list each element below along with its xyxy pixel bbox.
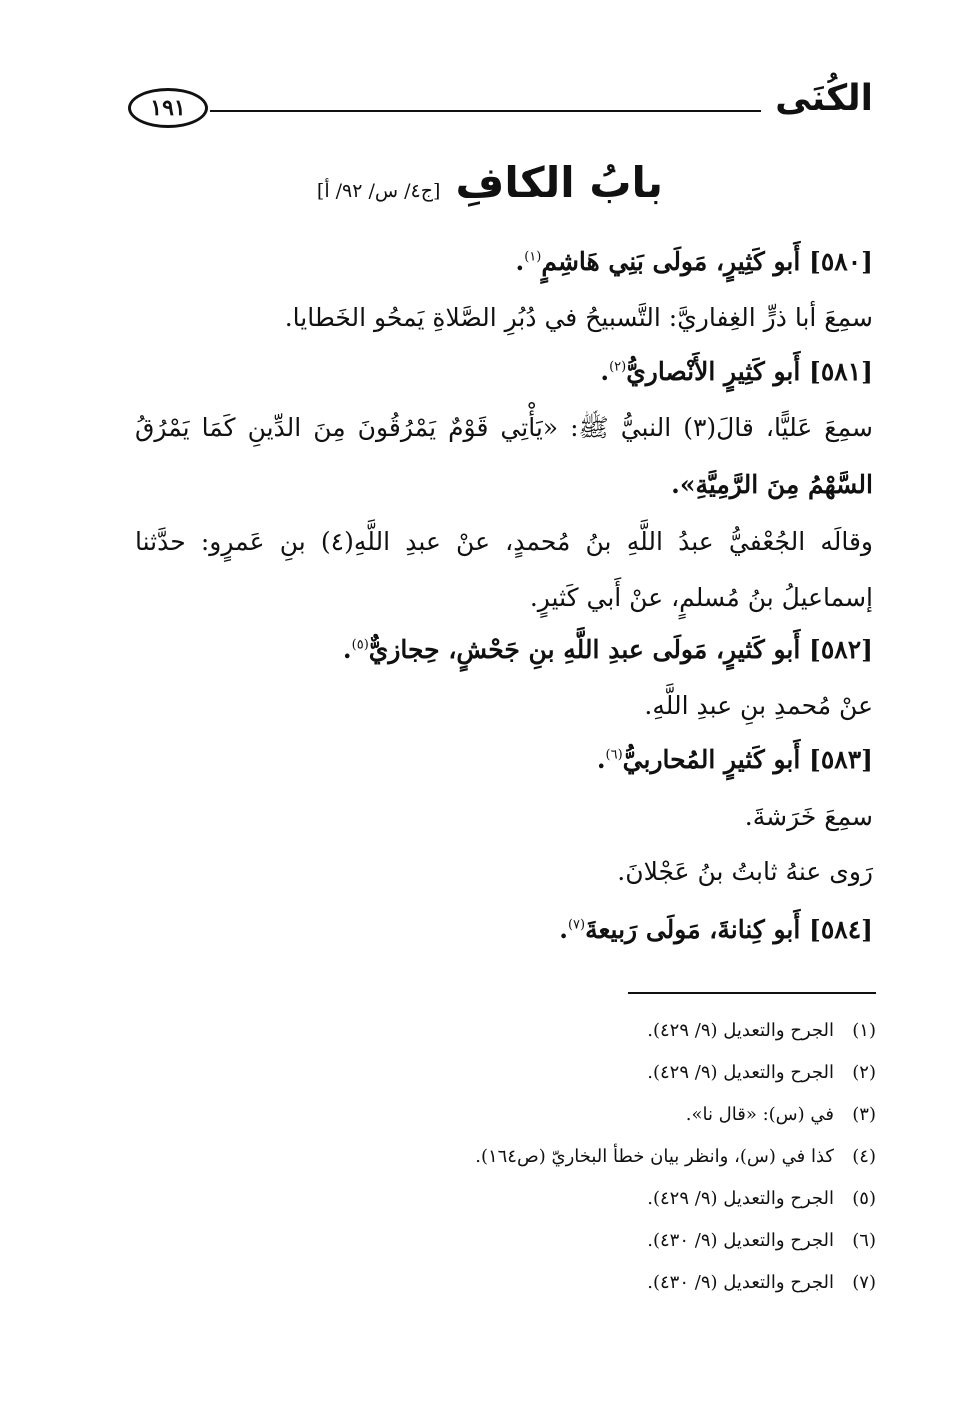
text-line (559, 910, 873, 950)
footnote-number: (٢) (852, 1062, 876, 1083)
footnote (647, 1268, 876, 1298)
footnote-number: (٣) (852, 1104, 876, 1125)
text-line (745, 797, 873, 837)
footnote-text: الجرح والتعديل (٩/ ٤٣٠). (647, 1272, 834, 1293)
line-text: السَّهْمُ مِنَ الرَّمِيَّةِ». (671, 470, 873, 499)
footnote-text: الجرح والتعديل (٩/ ٤٢٩). (647, 1062, 834, 1083)
footnote-text: الجرح والتعديل (٩/ ٤٢٩). (647, 1020, 834, 1041)
chapter-heading (300, 158, 680, 228)
text-line (671, 465, 873, 505)
footnote-number: (٤) (852, 1146, 876, 1167)
footnote-text: الجرح والتعديل (٩/ ٤٢٩). (647, 1188, 834, 1209)
line-text: عنْ مُحمدِ بنِ عبدِ اللَّهِ. (644, 691, 873, 720)
line-text: سمِعَ عَليًّا، قالَ(٣) النبيُّ ﷺ: «يَأْتِي قَوْمٌ يَمْرُقُونَ مِنَ الدِّينِ كَمَا يَمْرُقُ (135, 413, 873, 442)
page-number: ١٩١ (128, 88, 208, 128)
text-line (285, 298, 873, 338)
line-text: سمِعَ خَرَشةَ. (744, 802, 873, 831)
line-end-punctuation: . (596, 745, 606, 774)
chapter-title: بابُ الكافِ (455, 158, 664, 207)
footnote (647, 1184, 876, 1214)
line-end-punctuation: . (559, 915, 568, 944)
line-text: إسماعيلُ بنُ مُسلمٍ، عنْ أَبي كَثيرٍ. (529, 583, 873, 612)
footnote (647, 1058, 876, 1088)
footnote (647, 1226, 876, 1256)
footnote-marker: (٧) (567, 917, 586, 933)
line-text: [٥٨٢] أَبو كَثيرٍ، مَولَى عبدِ اللَّهِ بنِ جَحْشٍ، حِجازيٌّ (368, 635, 873, 664)
text-line (135, 522, 873, 562)
text-line (617, 852, 873, 892)
footnote-text: كذا في (س)، وانظر بيان خطأ البخاريّ (ص١٦٤). (475, 1146, 834, 1167)
line-end-punctuation: . (342, 635, 352, 664)
footnote-number: (٧) (852, 1272, 876, 1293)
text-line (644, 686, 873, 726)
line-text: رَوى عنهُ ثابتُ بنُ عَجْلانَ. (617, 857, 873, 886)
line-text: سمِعَ أبا ذرٍّ الغِفاريَّ: التَّسبيحُ في دُبُرِ الصَّلاةِ يَمحُو الخَطايا. (284, 303, 873, 332)
line-text: [٥٨١] أَبو كَثِيرٍ الأَنْصاريُّ (626, 357, 873, 386)
line-end-punctuation: . (515, 247, 525, 276)
footnote (647, 1016, 876, 1046)
text-line (343, 630, 873, 670)
line-end-punctuation: . (600, 357, 610, 386)
text-line (600, 352, 873, 392)
header-rule (210, 110, 761, 112)
text-line (135, 408, 873, 448)
text-line (597, 740, 873, 780)
footnote (686, 1100, 876, 1130)
footnote-number: (١) (852, 1020, 876, 1041)
footnote-marker: (١) (524, 249, 542, 265)
text-line (515, 242, 873, 282)
page-header (128, 78, 873, 136)
footnote (475, 1142, 876, 1172)
footnote-text: في (س): «قال نا». (685, 1104, 834, 1125)
line-text: [٥٨٣] أَبو كَثيرٍ المُحاربيُّ (622, 745, 873, 774)
footnote-marker: (٢) (609, 359, 627, 375)
footnote-marker: (٦) (605, 747, 623, 763)
text-line (530, 578, 873, 618)
running-title: الكُنَى (775, 78, 873, 119)
footnote-marker: (٥) (351, 637, 369, 653)
manuscript-ref: [ج٤/ س/ ٩٢/ أ] (316, 180, 441, 202)
footnote-text: الجرح والتعديل (٩/ ٤٣٠). (647, 1230, 834, 1251)
footnote-number: (٥) (852, 1188, 876, 1209)
footnote-rule (628, 992, 876, 994)
line-text: وقالَه الجُعْفيُّ عبدُ اللَّهِ بنُ مُحمدٍ، عنْ عبدِ اللَّهِ(٤) بنِ عَمرٍو: حدَّثنا (135, 527, 873, 556)
line-text: [٥٨٠] أَبو كَثِيرٍ، مَولَى بَنِي هَاشِمٍ (541, 247, 873, 276)
line-text: [٥٨٤] أَبو كِنانةَ، مَولَى رَبيعةَ (585, 915, 873, 944)
footnote-number: (٦) (852, 1230, 876, 1251)
